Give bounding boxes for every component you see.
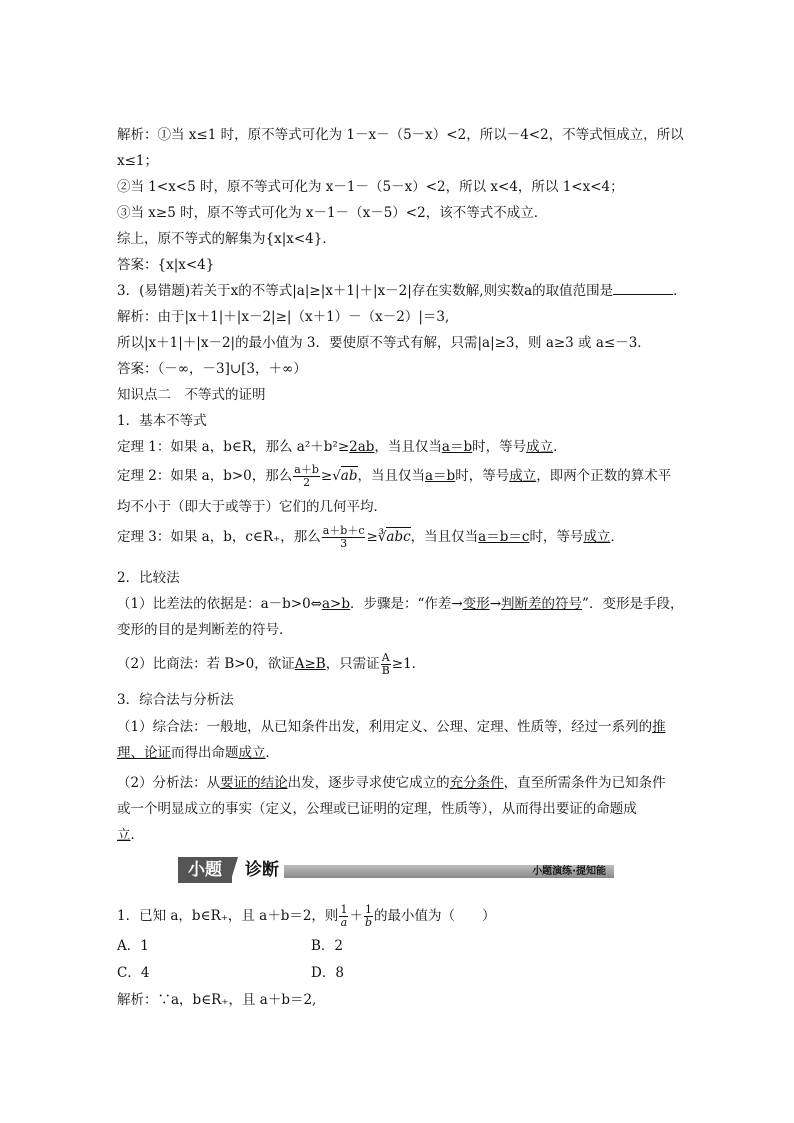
subheading: 3．综合法与分析法 [117,692,234,708]
text-line: 解析：由于|x＋1|＋|x－2|≥|（x＋1）－（x－2）|＝3, [117,309,450,325]
banner-left: 小题 [178,857,232,883]
fraction: $\frac{1}{b}$ [364,903,372,929]
text-line: ③当 x≥5 时，原不等式可化为 x－1－（x－5）<2，该不等式不成立． [117,205,548,221]
subheading: 2．比较法 [117,570,180,586]
option-c: C．4 [117,965,150,981]
theorem-1: 定理 1：如果 a，b∈R，那么 a²＋b²≥2ab，当且仅当a＝b时，等号成立． [117,439,567,455]
fraction: $\frac{a+b}{2}$ [294,463,319,489]
answer-line: 答案：（－∞，－3]∪[3，＋∞） [117,361,307,377]
option-a: A．1 [117,938,149,954]
answer-blank [613,282,673,295]
text-line: ②当 1<x<5 时，原不等式可化为 x－1－（5－x）<2，所以 x<4，所以 1<x<4； [117,179,624,195]
theorem-3: 定理 3：如果 a，b，c∈R₊，那么 $\frac{a+b+c}{3}$ ≥∛abc，当且仅当a＝b＝c时，等号成立． [117,524,624,550]
text-line: （1）比差法的依据是：a－b>0⇔a>b．步骤是：“作差→变形→判断差的符号”．变形是手段， [117,596,684,612]
fraction: $\frac{1}{a}$ [340,903,348,929]
question-1: 1．已知 a，b∈R₊，且 a＋b＝2，则 $\frac{1}{a}$ ＋ $\frac{1}{b}$ 的最小值为（ ） [117,903,496,929]
text-line: 立． [117,827,144,843]
section-banner [178,857,616,883]
banner-tag: 小题演练·提知能 [532,866,606,877]
theorem-2: 定理 2：如果 a，b>0，那么 $\frac{a+b}{2}$ ≥√ab，当且仅当a＝b时，等号成立，即两个正数的算术平 [117,463,672,489]
text-line: 综上，原不等式的解集为{x|x<4}． [117,231,336,247]
banner-right: 诊断 [245,860,279,880]
text-line: （2）比商法：若 B>0，欲证A≥B，只需证 $\frac{A}{B}$ ≥1． [117,651,426,677]
text-line: 理、论证而得出命题成立． [117,745,279,761]
text-line: 或一个明显成立的事实（定义，公理或已证明的定理，性质等），从而得出要证的命题成 [117,801,637,817]
text-line: x≤1； [117,153,159,169]
fraction: $\frac{a+b+c}{3}$ [322,524,365,550]
subheading: 1．基本不等式 [117,413,207,429]
option-d: D．8 [311,965,344,981]
text-line: （1）综合法：一般地，从已知条件出发，利用定义、公理、定理、性质等，经过一系列的推 [117,719,666,735]
text-line: 变形的目的是判断差的符号． [117,622,293,638]
option-b: B．2 [311,938,344,954]
text-line: 解析：①当 x≤1 时，原不等式可化为 1－x－（5－x）<2，所以－4<2，不等式恒成立，所以 [117,127,684,143]
text-line: 所以|x＋1|＋|x－2|的最小值为 3．要使原不等式有解，只需|a|≥3，则 a≥3 或 a≤－3． [117,335,651,351]
text-line: 均不小于（即大于或等于）它们的几何平均． [117,499,387,515]
banner-slash [230,857,238,883]
question-3: 3．(易错题)若关于x的不等式|a|≥|x＋1|＋|x－2|存在实数解,则实数a的取值范围是 ． [117,283,687,299]
text-line: （2）分析法：从要证的结论出发，逐步寻求使它成立的充分条件，直至所需条件为已知条件 [117,775,666,791]
text-line: 解析：∵a，b∈R₊，且 a＋b＝2, [117,992,317,1008]
answer-line: 答案：{x|x<4} [117,257,215,273]
fraction: $\frac{A}{B}$ [381,651,390,677]
section-heading: 知识点二 不等式的证明 [117,387,266,403]
